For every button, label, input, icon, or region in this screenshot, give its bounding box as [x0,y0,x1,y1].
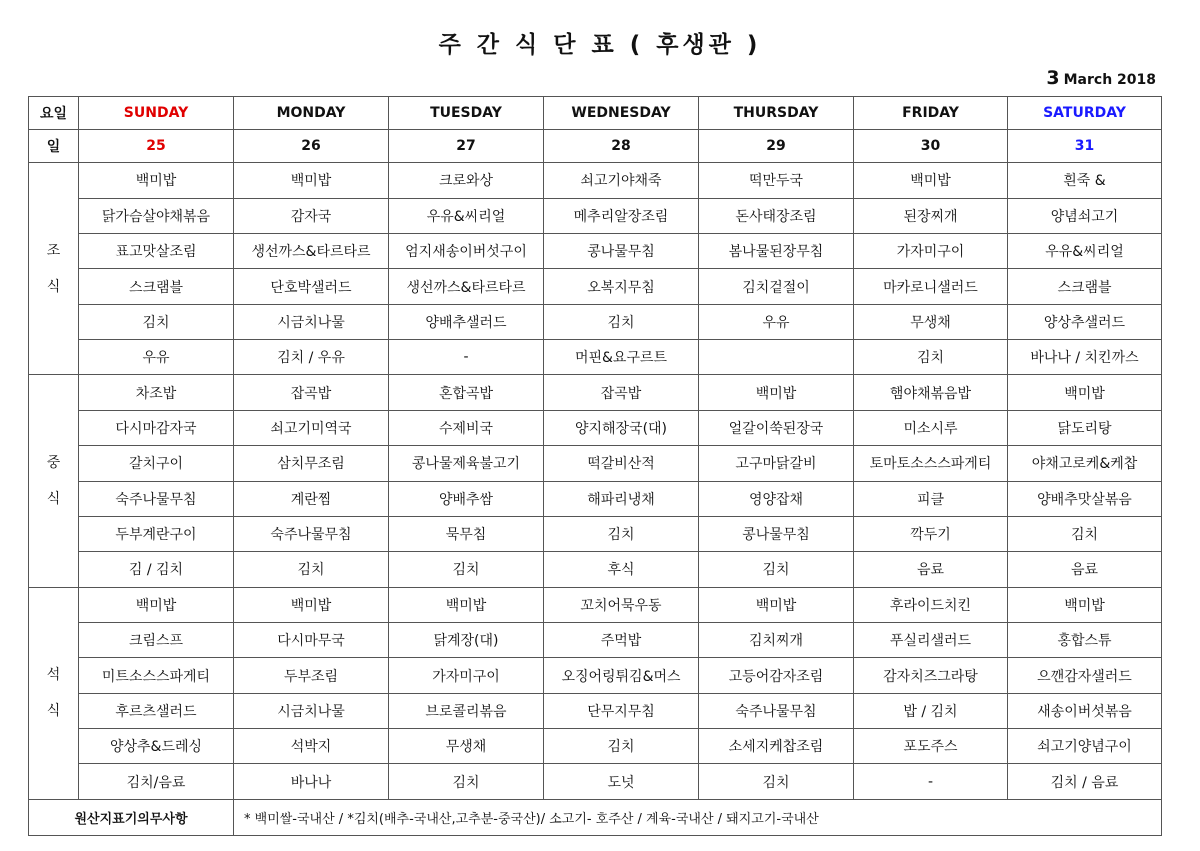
date-monday: 26 [234,130,389,163]
menu-item: 김치/음료 [79,764,234,799]
menu-item: 김치 [544,729,699,764]
menu-item: 김치 / 우유 [234,340,389,375]
menu-item: 된장찌개 [854,198,1008,233]
menu-item: 크로와상 [389,163,544,198]
menu-item: 단무지무침 [544,693,699,728]
menu-item: 피클 [854,481,1008,516]
menu-item: 브로콜리볶음 [389,693,544,728]
meal-label-top: 석 [46,667,61,684]
meal-label-top: 중 [46,455,61,472]
page-title: 주 간 식 단 표 ( 후생관 ) [438,32,762,58]
menu-item: 해파리냉채 [544,481,699,516]
date-sunday: 25 [79,130,234,163]
date-header-row [29,130,1162,163]
menu-item: 김치찌개 [699,622,854,657]
menu-row [29,481,1162,516]
menu-item: 잡곡밥 [544,375,699,410]
menu-item [699,340,854,375]
menu-item: 마카로니샐러드 [854,269,1008,304]
menu-item: 백미밥 [79,163,234,198]
menu-item: 오복지무침 [544,269,699,304]
menu-row [29,693,1162,728]
menu-item: 포도주스 [854,729,1008,764]
weekday-friday: FRIDAY [854,97,1008,130]
menu-row [29,163,1162,198]
menu-item: 미소시루 [854,410,1008,445]
meal-label-lunch [29,375,79,587]
menu-item: 바나나 / 치킨까스 [1008,340,1162,375]
menu-item: 햄야채볶음밥 [854,375,1008,410]
menu-item: 떡만두국 [699,163,854,198]
meal-label-bottom: 식 [46,278,61,295]
menu-item: 양배추쌈 [389,481,544,516]
menu-row [29,764,1162,799]
menu-item: 엄지새송이버섯구이 [389,234,544,269]
menu-row [29,375,1162,410]
menu-item: 우유 [79,340,234,375]
menu-item: 김치 [389,552,544,587]
menu-item: 김치 [544,304,699,339]
menu-item: 영양잡채 [699,481,854,516]
menu-item: 메추리알장조림 [544,198,699,233]
date-month-year: March 2018 [1063,72,1156,88]
menu-item: 김치 [699,764,854,799]
menu-item: 김치 [234,552,389,587]
menu-item: 후식 [544,552,699,587]
menu-item: 새송이버섯볶음 [1008,693,1162,728]
menu-item: - [389,340,544,375]
menu-item: 음료 [854,552,1008,587]
menu-item: 흰죽 & [1008,163,1162,198]
menu-item: 백미밥 [234,587,389,622]
menu-date [1046,67,1156,89]
weekday-monday: MONDAY [234,97,389,130]
menu-row [29,410,1162,445]
menu-item: 후라이드치킨 [854,587,1008,622]
menu-item: 우유&씨리얼 [389,198,544,233]
menu-row [29,304,1162,339]
menu-item: 양념쇠고기 [1008,198,1162,233]
date-friday: 30 [854,130,1008,163]
menu-item: 고등어감자조림 [699,658,854,693]
menu-row [29,198,1162,233]
weekday-wednesday: WEDNESDAY [544,97,699,130]
menu-row [29,516,1162,551]
menu-item: 쇠고기양념구이 [1008,729,1162,764]
menu-item: 김치겉절이 [699,269,854,304]
menu-item: 잡곡밥 [234,375,389,410]
menu-item: 김치 [389,764,544,799]
menu-item: 가자미구이 [854,234,1008,269]
menu-row [29,587,1162,622]
menu-item: 주먹밥 [544,622,699,657]
menu-item: 밥 / 김치 [854,693,1008,728]
menu-item: 깍두기 [854,516,1008,551]
menu-item: 백미밥 [234,163,389,198]
menu-item: 떡갈비산적 [544,446,699,481]
menu-row [29,622,1162,657]
menu-row [29,658,1162,693]
menu-item: 야채고로케&케찹 [1008,446,1162,481]
menu-item: 양배추샐러드 [389,304,544,339]
menu-item: 김치 [1008,516,1162,551]
menu-item: 돈사태장조림 [699,198,854,233]
menu-item: 백미밥 [1008,587,1162,622]
menu-item: 김치 [544,516,699,551]
weekday-tuesday: TUESDAY [389,97,544,130]
menu-item: 백미밥 [699,587,854,622]
menu-item: 스크램블 [1008,269,1162,304]
menu-item: 석박지 [234,729,389,764]
menu-item: 시금치나물 [234,304,389,339]
origin-notice-row [29,799,1162,835]
weekday-header-row [29,97,1162,130]
menu-item: 우유 [699,304,854,339]
menu-row [29,340,1162,375]
menu-item: 백미밥 [389,587,544,622]
menu-item: 닭계장(대) [389,622,544,657]
menu-item: 닭도리탕 [1008,410,1162,445]
menu-item: 콩나물무침 [699,516,854,551]
menu-row [29,552,1162,587]
date-saturday: 31 [1008,130,1162,163]
menu-item: 바나나 [234,764,389,799]
menu-item: 홍합스튜 [1008,622,1162,657]
date-tuesday: 27 [389,130,544,163]
menu-item: 닭가슴살야채볶음 [79,198,234,233]
weekday-thursday: THURSDAY [699,97,854,130]
origin-notice-text: * 백미쌀-국내산 / *김치(배추-국내산,고추분-중국산)/ 소고기- 호주산 / 계육-국내산 / 돼지고기-국내산 [234,799,1162,835]
menu-item: 쇠고기미역국 [234,410,389,445]
menu-item: 차조밥 [79,375,234,410]
menu-item: 백미밥 [699,375,854,410]
menu-item: 백미밥 [1008,375,1162,410]
menu-item: 꼬치어묵우동 [544,587,699,622]
menu-item: 표고맛살조림 [79,234,234,269]
meal-label-dinner [29,587,79,799]
date-day: 3 [1046,67,1060,89]
menu-item: 백미밥 [854,163,1008,198]
menu-item: 다시마감자국 [79,410,234,445]
menu-item: 양상추샐러드 [1008,304,1162,339]
menu-item: - [854,764,1008,799]
date-label: 일 [29,130,79,163]
menu-item: 음료 [1008,552,1162,587]
menu-item: 두부조림 [234,658,389,693]
menu-item: 양지해장국(대) [544,410,699,445]
weekday-saturday: SATURDAY [1008,97,1162,130]
menu-item: 혼합곡밥 [389,375,544,410]
menu-item: 가자미구이 [389,658,544,693]
meal-label-top: 조 [46,242,61,259]
menu-item: 김치 [79,304,234,339]
menu-item: 우유&씨리얼 [1008,234,1162,269]
menu-item: 무생채 [389,729,544,764]
menu-table-body [29,97,1162,836]
weekday-label: 요일 [29,97,79,130]
menu-item: 스크램블 [79,269,234,304]
menu-row [29,446,1162,481]
menu-item: 고구마닭갈비 [699,446,854,481]
menu-item: 쇠고기야채죽 [544,163,699,198]
menu-item: 숙주나물무침 [234,516,389,551]
menu-row [29,269,1162,304]
menu-item: 미트소스스파게티 [79,658,234,693]
meal-label-bottom: 식 [46,491,61,508]
meal-label-breakfast [29,163,79,375]
menu-item: 감자치즈그라탕 [854,658,1008,693]
menu-item: 봄나물된장무침 [699,234,854,269]
menu-item: 수제비국 [389,410,544,445]
menu-item: 감자국 [234,198,389,233]
menu-item: 생선까스&타르타르 [389,269,544,304]
menu-item: 머핀&요구르트 [544,340,699,375]
menu-item: 콩나물제육불고기 [389,446,544,481]
menu-item: 묵무침 [389,516,544,551]
weekday-sunday: SUNDAY [79,97,234,130]
date-thursday: 29 [699,130,854,163]
menu-item: 김치 [854,340,1008,375]
menu-item: 백미밥 [79,587,234,622]
menu-item: 소세지케찹조림 [699,729,854,764]
menu-item: 삼치무조림 [234,446,389,481]
menu-item: 도넛 [544,764,699,799]
menu-item: 생선까스&타르타르 [234,234,389,269]
menu-item: 김 / 김치 [79,552,234,587]
menu-item: 숙주나물무침 [79,481,234,516]
menu-item: 양배추맛살볶음 [1008,481,1162,516]
menu-item: 김치 / 음료 [1008,764,1162,799]
menu-item: 숙주나물무침 [699,693,854,728]
menu-item: 토마토소스스파게티 [854,446,1008,481]
menu-item: 후르츠샐러드 [79,693,234,728]
menu-item: 푸실리샐러드 [854,622,1008,657]
meal-label-bottom: 식 [46,703,61,720]
menu-item: 계란찜 [234,481,389,516]
menu-item: 얼갈이쑥된장국 [699,410,854,445]
date-wednesday: 28 [544,130,699,163]
menu-row [29,729,1162,764]
menu-item: 크림스프 [79,622,234,657]
menu-item: 오징어링튀김&머스 [544,658,699,693]
origin-notice-label: 원산지표기의무사항 [29,799,234,835]
menu-item: 단호박샐러드 [234,269,389,304]
menu-item: 다시마무국 [234,622,389,657]
menu-item: 시금치나물 [234,693,389,728]
menu-item: 무생채 [854,304,1008,339]
menu-row [29,234,1162,269]
weekly-menu-table [28,96,1162,836]
menu-item: 양상추&드레싱 [79,729,234,764]
menu-item: 갈치구이 [79,446,234,481]
menu-item: 으깬감자샐러드 [1008,658,1162,693]
menu-item: 김치 [699,552,854,587]
menu-item: 콩나물무침 [544,234,699,269]
menu-item: 두부계란구이 [79,516,234,551]
